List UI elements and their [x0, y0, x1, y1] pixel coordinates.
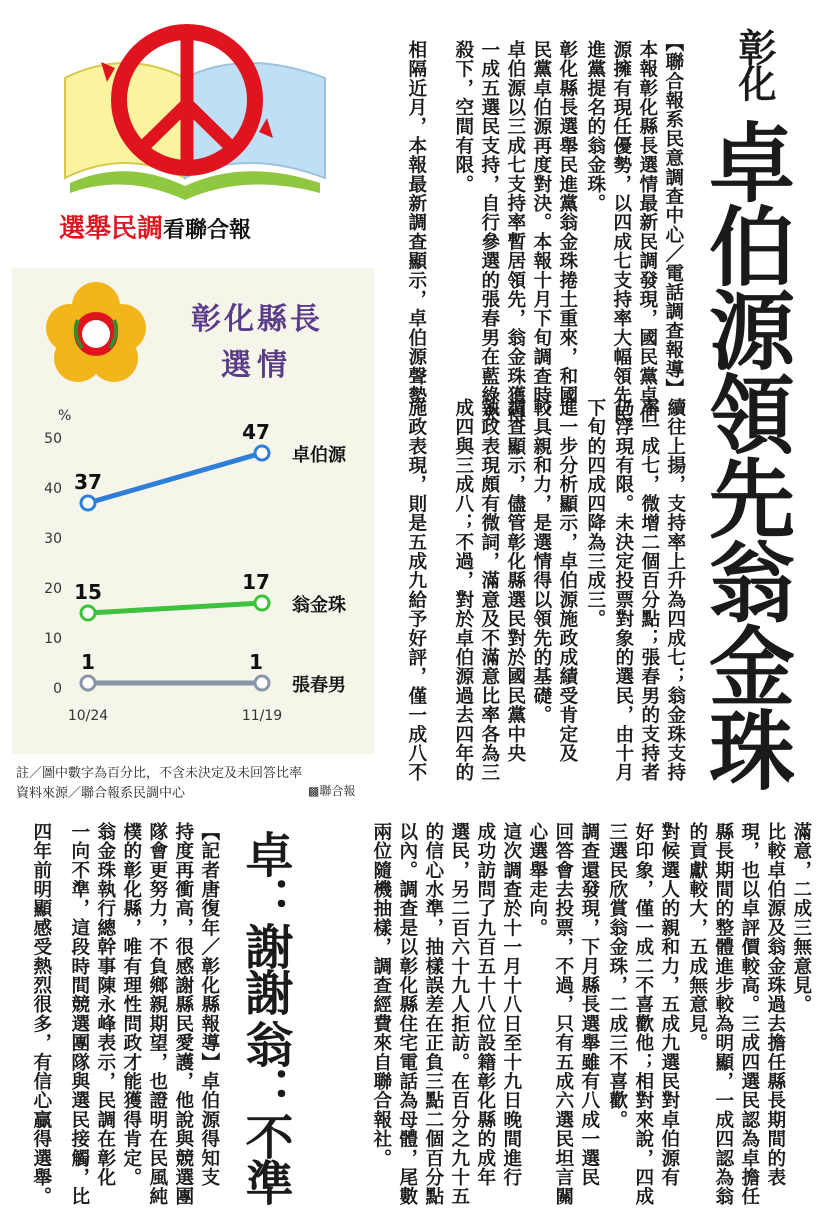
article-column: 續往上揚，支持率上升為四成七；翁金珠支持 — [664, 398, 686, 782]
article-column: 進一步分析顯示，卓伯源施政成績受肯定及 — [556, 398, 578, 763]
article-column: 民黨卓伯源再度對決。本報十月下旬調查時， — [530, 40, 552, 424]
chart-title-line1: 彰化縣長 — [191, 302, 323, 337]
article-column: 施政表現，則是五成九給予好評，僅一成八不 — [405, 398, 427, 782]
side-story-column: 一向不準，這段時間競選團隊與選民接觸，比 — [68, 822, 90, 1206]
y-tick-label: 20 — [44, 581, 62, 597]
article-column: 本報彰化縣長選情最新民調發現，國民黨卓伯 — [636, 40, 658, 424]
article-column: 殺下，空間有限。 — [452, 40, 474, 194]
article-column: 好印象，僅一成二不喜歡他；相對來說，四成 — [632, 822, 654, 1206]
poll-logo — [45, 8, 335, 248]
data-point — [255, 446, 269, 460]
data-point — [81, 496, 95, 510]
y-axis-unit: % — [58, 408, 72, 424]
chart-title-line2: 選情 — [221, 348, 293, 383]
data-point — [81, 676, 95, 690]
side-story-column: 四年前明顯感受熱烈很多，有信心贏得選舉。 — [30, 822, 52, 1206]
article-column: 調查顯示，儘管彰化縣選民對於國民黨中央 — [504, 398, 526, 763]
side-story-column: 樸的彰化縣，唯有理性問政才能獲得肯定。 — [120, 822, 142, 1187]
y-tick-label: 50 — [44, 431, 62, 447]
data-label: 37 — [74, 470, 102, 494]
data-label: 1 — [81, 650, 95, 674]
article-column: 相隔近月，本報最新調查顯示，卓伯源聲勢 — [405, 40, 427, 405]
side-story-column: 隊會更努力，不負鄉親期望，也證明在民風純 — [146, 822, 168, 1206]
article-column: 執政表現頗有微詞，滿意及不滿意比率各為三 — [478, 398, 500, 782]
article-column: 心選舉走向。 — [526, 822, 548, 938]
series-name-label: 卓伯源 — [292, 445, 346, 466]
ballot-book-icon — [45, 8, 335, 208]
side-headline-b: 翁：不準 — [237, 1020, 293, 1204]
logo-title-red: 選舉民調 — [59, 214, 164, 244]
data-label: 17 — [242, 570, 270, 594]
series-line — [88, 453, 262, 503]
article-column: 源擁有現任優勢，以四成七支持率大幅領先民 — [610, 40, 632, 424]
series-name-label: 張春男 — [292, 675, 346, 696]
article-column: 彰化縣長選舉民進黨翁金珠捲土重來，和國 — [556, 40, 578, 405]
article-column: 對候選人的親和力，五成九選民對卓伯源有 — [658, 822, 680, 1187]
headline-main: 卓伯源領先翁金珠 — [694, 118, 794, 790]
data-point — [255, 676, 269, 690]
article-column: 的信心水準，抽樣誤差在正負三點二個百分點 — [422, 822, 444, 1206]
plum-emblem-icon — [42, 278, 150, 386]
data-label: 1 — [249, 650, 263, 674]
x-tick-label: 11/19 — [241, 708, 283, 724]
chart-note-2: 資料來源／聯合報系民調中心 — [16, 786, 186, 801]
article-column: 調查還發現，下月縣長選舉雖有八成一選民 — [578, 822, 600, 1187]
article-column: 較具親和力，是選情得以領先的基礎。 — [530, 398, 552, 725]
y-tick-label: 30 — [44, 531, 62, 547]
article-column: 以內。調查是以彰化縣住宅電話為母體，尾數 — [396, 822, 418, 1206]
article-column: 滿意，二成三無意見。 — [790, 822, 812, 1014]
article-column: 成功訪問了九百五十八位設籍彰化縣的成年 — [474, 822, 496, 1187]
side-story-column: 持度再衝高，很感謝縣民愛護，他說與競選團 — [172, 822, 194, 1206]
article-column: 【聯合報系民意調查中心／電話調查報導】 — [662, 33, 684, 398]
article-column: 這次調查於十一月十八日至十九日晚間進行 — [500, 822, 522, 1187]
side-story-column: 【記者唐復年／彰化縣報導】卓伯源得知支 — [198, 822, 220, 1187]
article-column: 卓伯源以三成七支持率暫居領先，翁金珠獲得 — [504, 40, 526, 424]
data-label: 15 — [74, 580, 102, 604]
article-column: 率一成七，微增二個百分點；張春男的支持者 — [638, 398, 660, 782]
y-tick-label: 40 — [44, 481, 62, 497]
data-label: 47 — [242, 420, 270, 444]
chart-panel — [12, 268, 374, 801]
article-column: 回答會去投票，不過，只有五成六選民坦言關 — [552, 822, 574, 1206]
series-name-label: 翁金珠 — [292, 595, 346, 616]
article-column: 成四與三成八；不過，對於卓伯源過去四年的 — [452, 398, 474, 782]
y-tick-label: 10 — [44, 631, 62, 647]
article-column: 的貢獻較大，五成無意見。 — [686, 822, 708, 1053]
headline-kicker: 彰化 — [732, 28, 776, 100]
article-column: 縣長期間的整體進步較為明顯，一成四認為翁 — [712, 822, 734, 1206]
article-column: 仍浮現有限。未決定投票對象的選民，由十月 — [612, 398, 634, 782]
x-tick-label: 10/24 — [67, 708, 109, 724]
article-column: 現，也以卓評價較高。三成四選民認為卓擔任 — [738, 822, 760, 1206]
chart-note-1: 註／圖中數字為百分比，不含未決定及未回答比率 — [16, 766, 303, 781]
article-column: 進黨提名的翁金珠。 — [584, 40, 606, 213]
article-column: 兩位隨機抽樣，調查經費來自聯合報社。 — [370, 822, 392, 1168]
article-column: 選民，另二百六十九人拒訪。在百分之九十五 — [448, 822, 470, 1206]
data-point — [255, 596, 269, 610]
data-point — [81, 606, 95, 620]
article-column: 一成五選民支持，自行參選的張春男在藍綠夾 — [478, 40, 500, 424]
side-story-column: 翁金珠執行總幹事陳永峰表示，民調在彰化 — [94, 822, 116, 1187]
y-tick-label: 0 — [53, 681, 62, 697]
article-column: 下旬的四成四降為三成三。 — [584, 398, 606, 629]
article-column: 比較卓伯源及翁金珠過去擔任縣長期間的表 — [764, 822, 786, 1187]
line-chart — [12, 398, 374, 738]
article-column: 三選民欣賞翁金珠，二成三不喜歡。 — [606, 822, 628, 1130]
logo-title-black: 看聯合報 — [163, 218, 252, 243]
side-headline-a: 卓：謝謝 — [237, 830, 293, 1014]
chart-credit: ▩聯合報 — [308, 784, 356, 798]
series-line — [88, 603, 262, 613]
